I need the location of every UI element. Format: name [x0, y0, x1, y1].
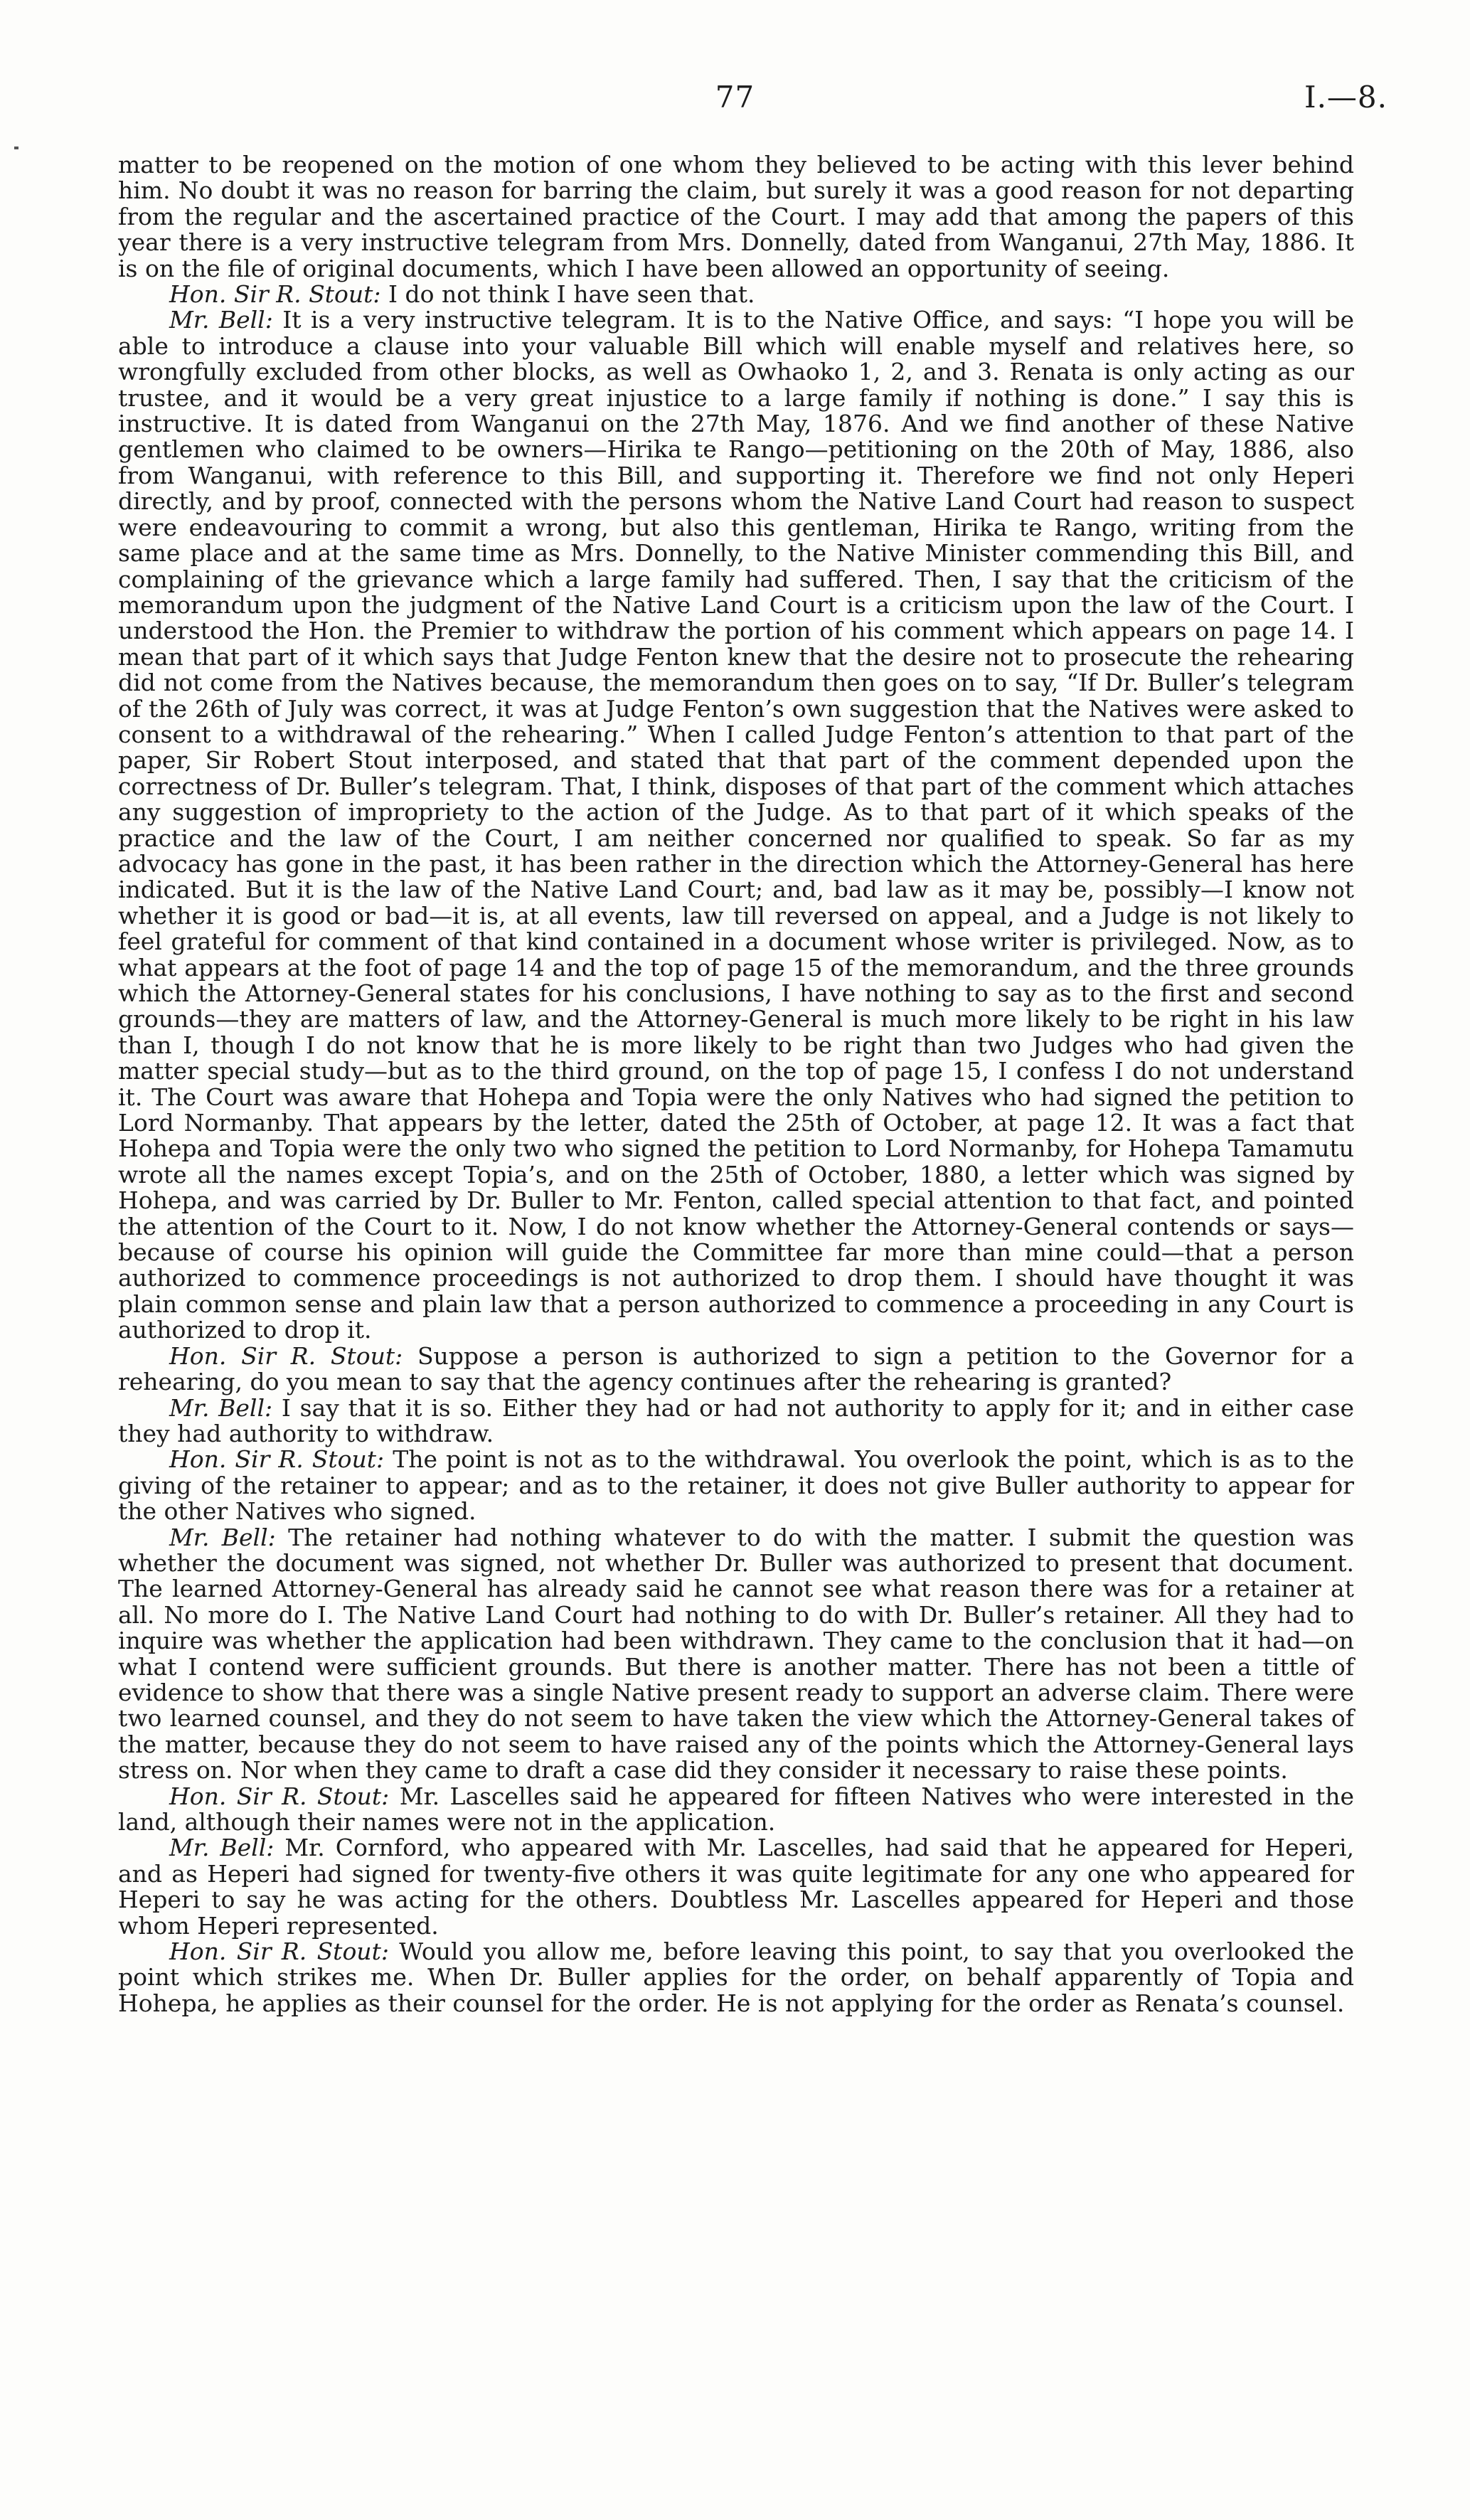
- speaker-label: Hon. Sir R. Stout:: [169, 1445, 385, 1474]
- paragraph-text: I say that it is so. Either they had or had not authority to apply for it; and in either case they had authority to withdraw.: [118, 1393, 1354, 1447]
- paragraph: [118, 152, 1354, 282]
- document-reference: I.—8.: [1304, 80, 1388, 115]
- page-number: 77: [715, 80, 755, 115]
- paragraph: [118, 1447, 1354, 1524]
- paragraph: [118, 1395, 1354, 1447]
- paragraph-text: Mr. Cornford, who appeared with Mr. Lascelles, had said that he appeared for Heperi, and as Heperi had signed for twenty-five others it was quite legitimate for any one who appeared for Heperi to say he was acting for the others. Doubtless Mr. Lascelles appeared for Heperi and those whom Heperi represented.: [118, 1834, 1354, 1940]
- paragraph-text: The point is not as to the withdrawal. You overlook the point, which is as to the giving of the retainer to appear; and as to the retainer, it does not give Buller authority to appear for the other Natives who signed.: [118, 1445, 1355, 1526]
- paragraph-text: matter to be reopened on the motion of one whom they believed to be acting with this lever behind him. No doubt it was no reason for barring the claim, but surely it was a good reason for not departing from the regular and the ascertained practice of the Court. I may add that among the papers of this year there is a very instructive telegram from Mrs. Donnelly, dated from Wanganui, 27th May, 1886. It is on the file of original documents, which I have been allowed an opportunity of seeing.: [118, 151, 1354, 282]
- speaker-label: Hon. Sir R. Stout:: [169, 1937, 389, 1966]
- speaker-label: Mr. Bell:: [169, 1393, 273, 1422]
- paragraph: [118, 1525, 1354, 1784]
- speaker-label: Hon. Sir R. Stout:: [169, 280, 381, 309]
- paragraph-text: Suppose a person is authorized to sign a petition to the Governor for a rehearing, do you mean to say that the agency continues after the rehearing is granted?: [118, 1341, 1355, 1396]
- paragraph: [118, 282, 1354, 307]
- speaker-label: Mr. Bell:: [169, 1834, 275, 1862]
- paragraph-text: The retainer had nothing whatever to do with the matter. I submit the question was whether the document was signed, not whether Dr. Buller was authorized to present that document. The learned Attorney-General has already said he cannot see what reason there was for a retainer at all. No more do I. The Native Land Court had nothing to do with Dr. Buller’s retainer. All they had to inquire was whether the application had been withdrawn. They came to the conclusion that it had—on what I contend were sufficient grounds. But there is another matter. There has not been a tittle of evidence to show that there was a single Native present ready to support an adverse claim. There were two learned counsel, and they do not seem to have taken the view which the Attorney-General takes of the matter, because they do not seem to have raised any of the points which the Attorney-General lays stress on. Nor when they came to draft a case did they consider it necessary to raise these points.: [118, 1523, 1354, 1785]
- speaker-label: Hon. Sir R. Stout:: [169, 1782, 390, 1810]
- speaker-label: Mr. Bell:: [169, 306, 273, 334]
- speaker-label: Mr. Bell:: [169, 1523, 276, 1551]
- paragraph: [118, 1784, 1354, 1836]
- speaker-label: Hon. Sir R. Stout:: [169, 1341, 403, 1370]
- scan-mark: [14, 147, 18, 149]
- paragraph: [118, 307, 1354, 1343]
- paragraph-text: Would you allow me, before leaving this point, to say that you overlooked the point which strikes me. When Dr. Buller applies for the order, on behalf apparently of Topia and Hohepa, he applies as their counsel for the order. He is not applying for the order as Renata’s counsel.: [118, 1937, 1354, 2017]
- body-text: [118, 152, 1354, 2016]
- paragraph: [118, 1939, 1354, 2016]
- paragraph-text: Mr. Lascelles said he appeared for fifteen Natives who were interested in the land, although their names were not in the application.: [118, 1782, 1354, 1836]
- paragraph: [118, 1835, 1354, 1939]
- paragraph-text: It is a very instructive telegram. It is to the Native Office, and says: “I hope you will be able to introduce a clause into your valuable Bill which will enable myself and relatives here, so wrongfully excluded from other blocks, as well as Owhaoko 1, 2, and 3. Renata is only acting as our trustee, and it would be a very great injustice to a large family if nothing is done.” I say this is instructive. It is dated from Wanganui on the 27th May, 1876. And we find another of these Native gentlemen who claimed to be owners—Hirika te Rango—petitioning on the 20th of May, 1886, also from Wanganui, with reference to this Bill, and supporting it. Therefore we find not only Heperi directly, and by proof, connected with the persons whom the Native Land Court had reason to suspect were endeavouring to commit a wrong, but also this gentleman, Hirika te Rango, writing from the same place and at the same time as Mrs. Donnelly, to the Native Minister commending this Bill, and complaining of the grievance which a large family had suffered. Then, I say that the criticism of the memorandum upon the judgment of the Native Land Court is a criticism upon the law of the Court. I understood the Hon. the Premier to withdraw the portion of his comment which appears on page 14. I mean that part of it which says that Judge Fenton knew that the desire not to prosecute the rehearing did not come from the Natives because, the memorandum then goes on to say, “If Dr. Buller’s telegram of the 26th of July was correct, it was at Judge Fenton’s own suggestion that the Natives were asked to consent to a withdrawal of the rehearing.” When I called Judge Fenton’s attention to that part of the paper, Sir Robert Stout interposed, and stated that that part of the comment depended upon the correctness of Dr. Buller’s telegram. That, I think, disposes of that part of the comment which attaches any suggestion of impropriety to the action of the Judge. As to that part of it which speaks of the practice and the law of the Court, I am neither concerned nor qualified to speak. So far as my advocacy has gone in the past, it has been rather in the direction which the Attorney-General has here indicated. But it is the law of the Native Land Court; and, bad law as it may be, possibly—I know not whether it is good or bad—it is, at all events, law till reversed on appeal, and a Judge is not likely to feel grateful for comment of that kind contained in a document whose writer is privileged. Now, as to what appears at the foot of page 14 and the top of page 15 of the memorandum, and the three grounds which the Attorney-General states for his conclusions, I have nothing to say as to the first and second grounds—they are matters of law, and the Attorney-General is much more likely to be right in his law than I, though I do not know that he is more likely to be right than two Judges who had given the matter special study—but as to the third ground, on the top of page 15, I confess I do not understand it. The Court was aware that Hohepa and Topia were the only Natives who had signed the petition to Lord Normanby. That appears by the letter, dated the 25th of October, at page 12. It was a fact that Hohepa and Topia were the only two who signed the petition to Lord Normanby, for Hohepa Tamamutu wrote all the names except Topia’s, and on the 25th of October, 1880, a letter which was signed by Hohepa, and was carried by Dr. Buller to Mr. Fenton, called special attention to that fact, and pointed the attention of the Court to it. Now, I do not know whether the Attorney-General contends or says—because of course his opinion will guide the Committee far more than mine could—that a person authorized to commence proceedings is not authorized to drop them. I should have thought it was plain common sense and plain law that a person authorized to commence a proceeding in any Court is authorized to drop it.: [118, 306, 1354, 1344]
- paragraph-text: I do not think I have seen that.: [380, 280, 755, 309]
- paragraph: [118, 1341, 1355, 1396]
